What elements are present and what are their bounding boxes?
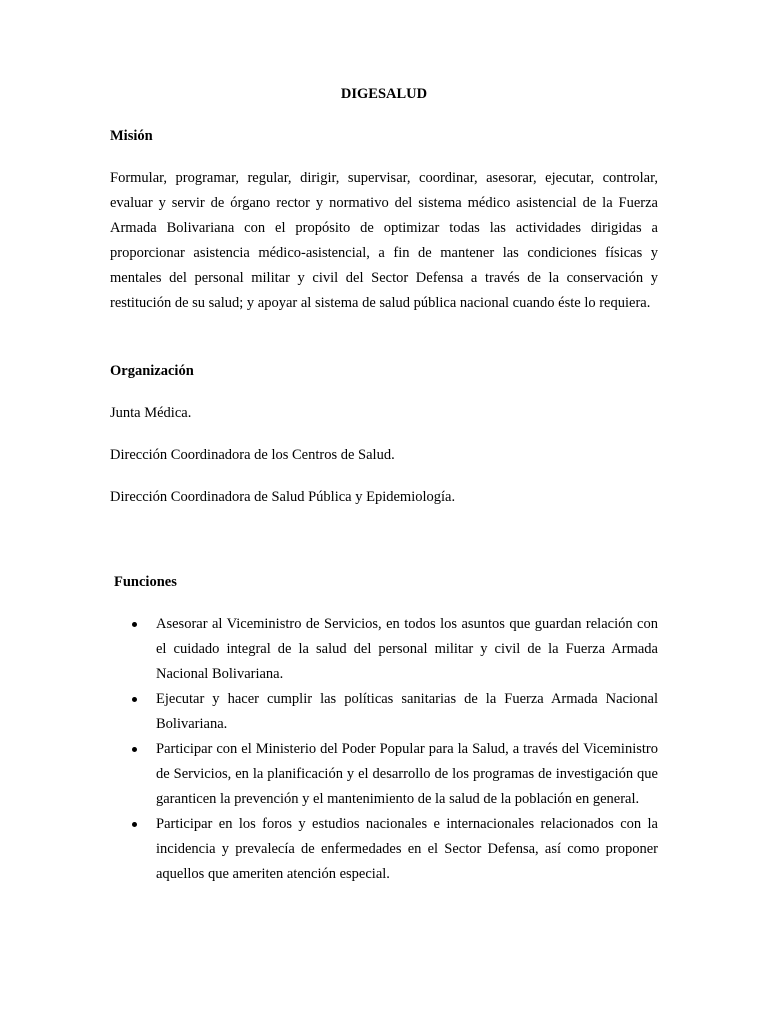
bullet-icon [132,697,137,702]
funciones-item-text: Ejecutar y hacer cumplir las políticas sanitarias de la Fuerza Armada Nacional Bolivariana. [156,691,658,732]
funciones-list-item [110,687,658,737]
organizacion-heading: Organización [110,363,194,379]
funciones-list-item [110,612,658,687]
bullet-icon [132,747,137,752]
funciones-list-item [110,737,658,812]
bullet-icon [132,822,137,827]
organizacion-item: Dirección Coordinadora de Salud Pública y Epidemiología. [110,489,456,505]
funciones-item-text: Participar con el Ministerio del Poder Popular para la Salud, a través del Viceministro de Servicios, en la planificación y el desarrollo de los programas de investigación que garanticen la prevención y el mantenimiento de la salud de la población en general. [156,741,658,807]
organizacion-item: Dirección Coordinadora de los Centros de Salud. [110,447,395,463]
document-title: DIGESALUD [340,86,428,102]
funciones-item-text: Asesorar al Viceministro de Servicios, en todos los asuntos que guardan relación con el cuidado integral de la salud del personal militar y civil de la Fuerza Armada Nacional Bolivariana. [156,616,658,682]
mision-heading: Misión [110,128,153,144]
funciones-item-text: Participar en los foros y estudios nacionales e internacionales relacionados con la incidencia y prevalecía de enfermedades en el Sector Defensa, así como proponer aquellos que ameriten atención especial. [156,816,658,882]
mision-paragraph: Formular, programar, regular, dirigir, supervisar, coordinar, asesorar, ejecutar, controlar, evaluar y servir de órgano rector y normativo del sistema médico asistencial de la Fuerza Armada Bolivariana con el propósito de optimizar todas las actividades dirigidas a proporcionar asistencia médico-asistencial, a fin de mantener las condiciones físicas y mentales del personal militar y civil del Sector Defensa a través de la conservación y restitución de su salud; y apoyar al sistema de salud pública nacional cuando éste lo requiera. [110,170,658,311]
funciones-list [110,612,658,887]
funciones-heading: Funciones [114,574,177,590]
bullet-icon [132,622,137,627]
funciones-list-item [110,812,658,887]
organizacion-item: Junta Médica. [110,405,192,421]
